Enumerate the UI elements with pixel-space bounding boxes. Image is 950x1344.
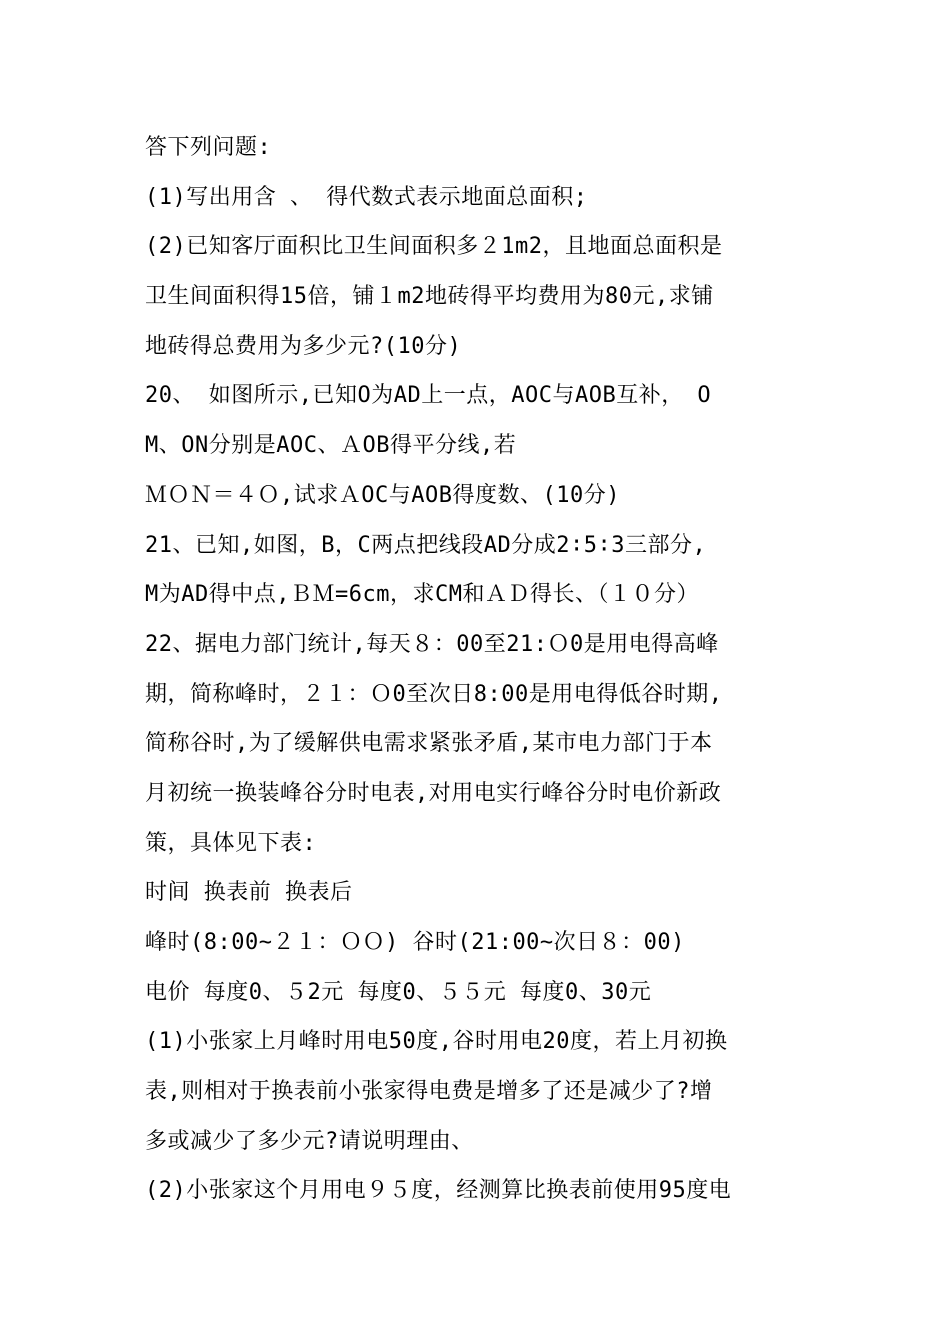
text-line: 期，简称峰时，２１：Ｏ0至次日8:00是用电得低谷时期,	[145, 681, 723, 707]
text-line: 表,则相对于换表前小张家得电费是增多了还是减少了?增	[145, 1079, 713, 1105]
text-line: 21、已知,如图，B，C两点把线段AD分成2∶5∶3三部分,	[145, 532, 707, 558]
text-line: 简称谷时,为了缓解供电需求紧张矛盾,某市电力部门于本	[145, 731, 713, 757]
text-line: (1)小张家上月峰时用电50度,谷时用电20度，若上月初换	[145, 1029, 728, 1055]
text-line: 时间 换表前 换表后	[145, 880, 353, 906]
text-line: M、ON分别是AOC、ＡOB得平分线,若	[145, 433, 517, 459]
text-line: M为AD得中点,ＢＭ=6cm，求CM和ＡＤ得长、（１０分）	[145, 582, 699, 608]
text-line: 22、据电力部门统计,每天８：00至21:Ｏ0是用电得高峰	[145, 631, 719, 657]
text-line: 地砖得总费用为多少元?(10分)	[145, 333, 462, 359]
text-line: (1)写出用含 、 得代数式表示地面总面积;	[145, 184, 588, 210]
text-line: 多或减少了多少元?请说明理由、	[145, 1128, 474, 1154]
text-line: 答下列问题:	[145, 135, 272, 160]
document-text	[145, 128, 825, 1221]
text-line: 月初统一换装峰谷分时电表,对用电实行峰谷分时电价新政	[145, 780, 722, 806]
text-line: ＭＯＮ＝４Ｏ,试求ＡOC与AOB得度数、(10分)	[145, 482, 620, 508]
text-line: (2)已知客厅面积比卫生间面积多２1m2，且地面总面积是	[145, 234, 723, 260]
text-line: 卫生间面积得15倍，铺１m2地砖得平均费用为80元,求铺	[145, 284, 714, 310]
text-line: 电价 每度0、５2元 每度0、５５元 每度0、30元	[145, 979, 652, 1005]
text-line: (2)小张家这个月用电９５度，经测算比换表前使用95度电	[145, 1178, 732, 1204]
text-line: 峰时(8:00~２１：ＯＯ) 谷时(21:00~次日８：00)	[145, 930, 685, 955]
text-line: 策，具体见下表:	[145, 830, 317, 856]
text-line: 20、 如图所示,已知O为AD上一点，AOC与AOB互补， O	[145, 383, 712, 409]
